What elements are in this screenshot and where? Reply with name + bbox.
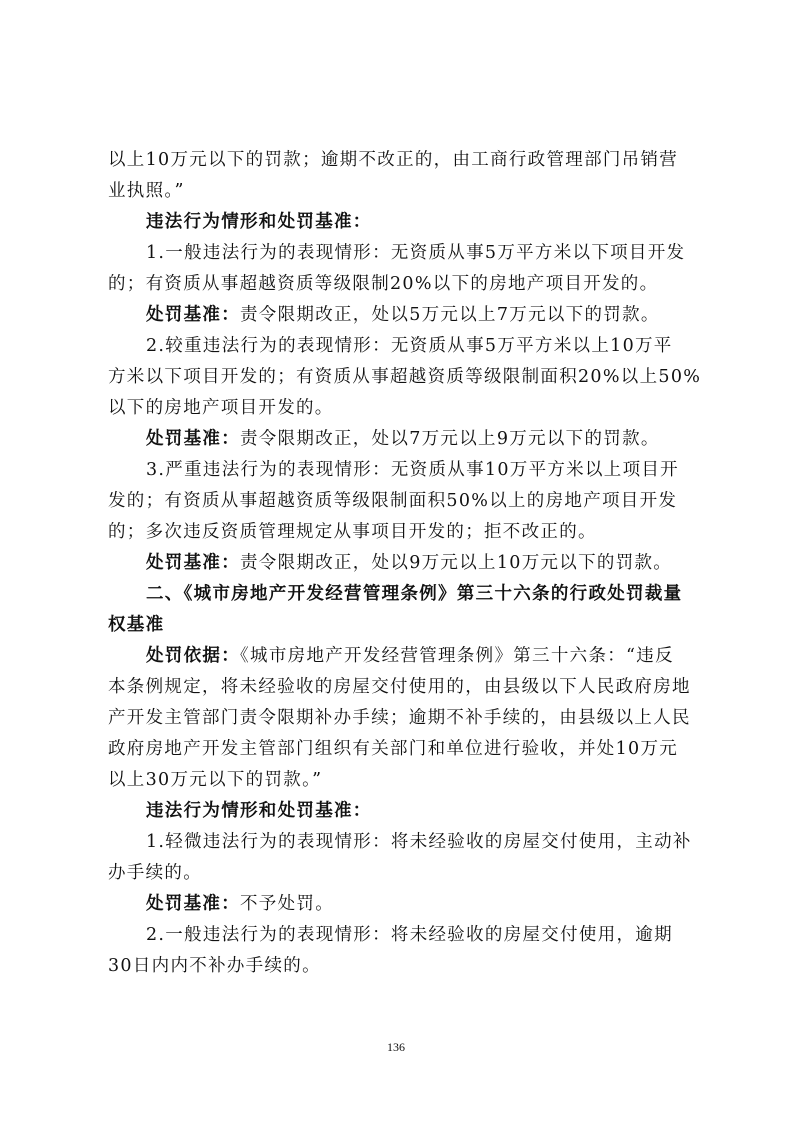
text-line-1: 以上10万元以下的罚款；逾期不改正的，由工商行政管理部门吊销营 bbox=[108, 150, 679, 170]
section-heading-violations-1: 违法行为情形和处罚基准： bbox=[146, 212, 372, 232]
text-line-21: 以上30万元以下的罚款。” bbox=[108, 770, 323, 790]
text-line-24: 办手续的。 bbox=[108, 863, 202, 883]
text-line-18: 本条例规定，将未经验收的房屋交付使用的，由县级以下人民政府房地 bbox=[108, 677, 691, 697]
text-line-9: 以下的房地产项目开发的。 bbox=[108, 398, 334, 418]
text-line-4: 1.一般违法行为的表现情形：无资质从事5万平方米以下项目开发 bbox=[146, 243, 686, 263]
penalty-standard-4: 处罚基准：不予处罚。 bbox=[146, 894, 334, 914]
text-line-26: 2.一般违法行为的表现情形：将未经验收的房屋交付使用，逾期 bbox=[146, 925, 673, 945]
text-line-5: 的；有资质从事超越资质等级限制20%以下的房地产项目开发的。 bbox=[108, 274, 659, 294]
text-line-7: 2.较重违法行为的表现情形：无资质从事5万平方米以上10万平 bbox=[146, 336, 673, 356]
text-line-8: 方米以下项目开发的；有资质从事超越资质等级限制面积20%以上50% bbox=[108, 367, 702, 387]
section-heading-article-36: 二、《城市房地产开发经营管理条例》第三十六条的行政处罚裁量 bbox=[146, 584, 683, 604]
text-line-20: 政府房地产开发主管部门组织有关部门和单位进行验收，并处10万元 bbox=[108, 739, 679, 759]
text-line-27: 30日内内不补办手续的。 bbox=[108, 956, 321, 976]
page-number: 136 bbox=[387, 1040, 405, 1054]
text-line-12: 发的；有资质从事超越资质等级限制面积50%以上的房地产项目开发 bbox=[108, 491, 678, 511]
penalty-standard-2: 处罚基准：责令限期改正，处以7万元以上9万元以下的罚款。 bbox=[146, 429, 660, 449]
text-line-11: 3.严重违法行为的表现情形：无资质从事10万平方米以上项目开 bbox=[146, 460, 679, 480]
text-line-23: 1.轻微违法行为的表现情形：将未经验收的房屋交付使用，主动补 bbox=[146, 832, 692, 852]
text-line-2: 业执照。” bbox=[108, 181, 185, 201]
penalty-standard-3: 处罚基准：责令限期改正，处以9万元以上10万元以下的罚款。 bbox=[146, 553, 673, 573]
section-heading-article-36-cont: 权基准 bbox=[108, 615, 165, 635]
penalty-basis: 处罚依据：《城市房地产开发经营管理条例》第三十六条：“违反 bbox=[146, 646, 674, 666]
penalty-standard-1: 处罚基准：责令限期改正，处以5万元以上7万元以下的罚款。 bbox=[146, 305, 660, 325]
section-heading-violations-2: 违法行为情形和处罚基准： bbox=[146, 801, 372, 821]
text-line-13: 的；多次违反资质管理规定从事项目开发的；拒不改正的。 bbox=[108, 522, 597, 542]
text-line-19: 产开发主管部门责令限期补办手续；逾期不补手续的，由县级以上人民 bbox=[108, 708, 691, 728]
